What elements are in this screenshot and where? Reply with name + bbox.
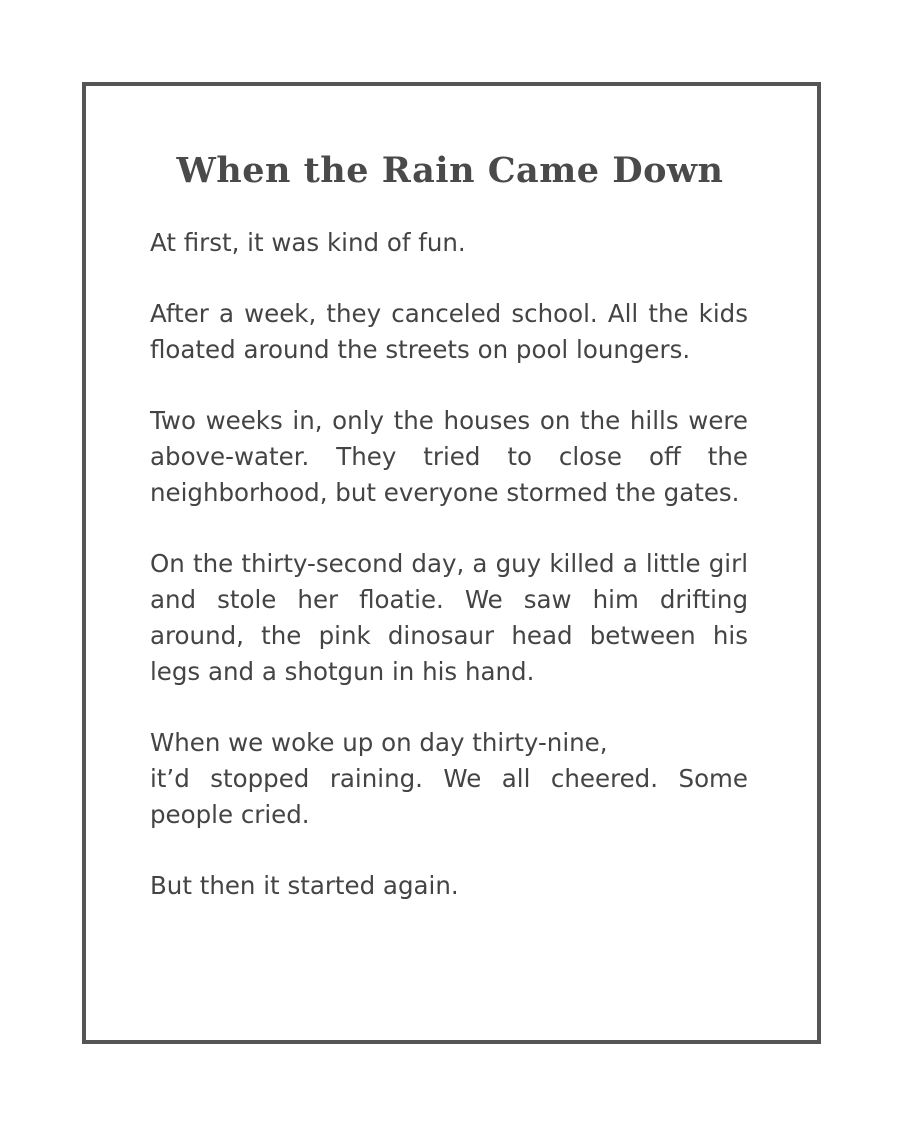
paragraph-4: On the thirty-second day, a guy killed a little girl and stole her floatie. We saw him drifting around, the pink dinosaur head between his legs and a shotgun in his hand. xyxy=(150,549,748,686)
paragraph-5-line-1: When we woke up on day thirty-nine, xyxy=(150,728,608,757)
paragraph-3: Two weeks in, only the houses on the hills were above-water. They tried to close off the neighborhood, but everyone stormed the gates. xyxy=(150,406,748,507)
paragraph-1: At first, it was kind of fun. xyxy=(150,228,466,257)
paragraph-2: After a week, they canceled school. All the kids floated around the streets on pool loungers. xyxy=(150,299,748,364)
document-title: When the Rain Came Down xyxy=(176,150,724,191)
document-body xyxy=(150,225,748,904)
paragraph-6: But then it started again. xyxy=(150,871,459,900)
paragraph-5-continuation: it’d stopped raining. We all cheered. Some people cried. xyxy=(150,764,748,829)
paragraph-5 xyxy=(150,725,748,833)
